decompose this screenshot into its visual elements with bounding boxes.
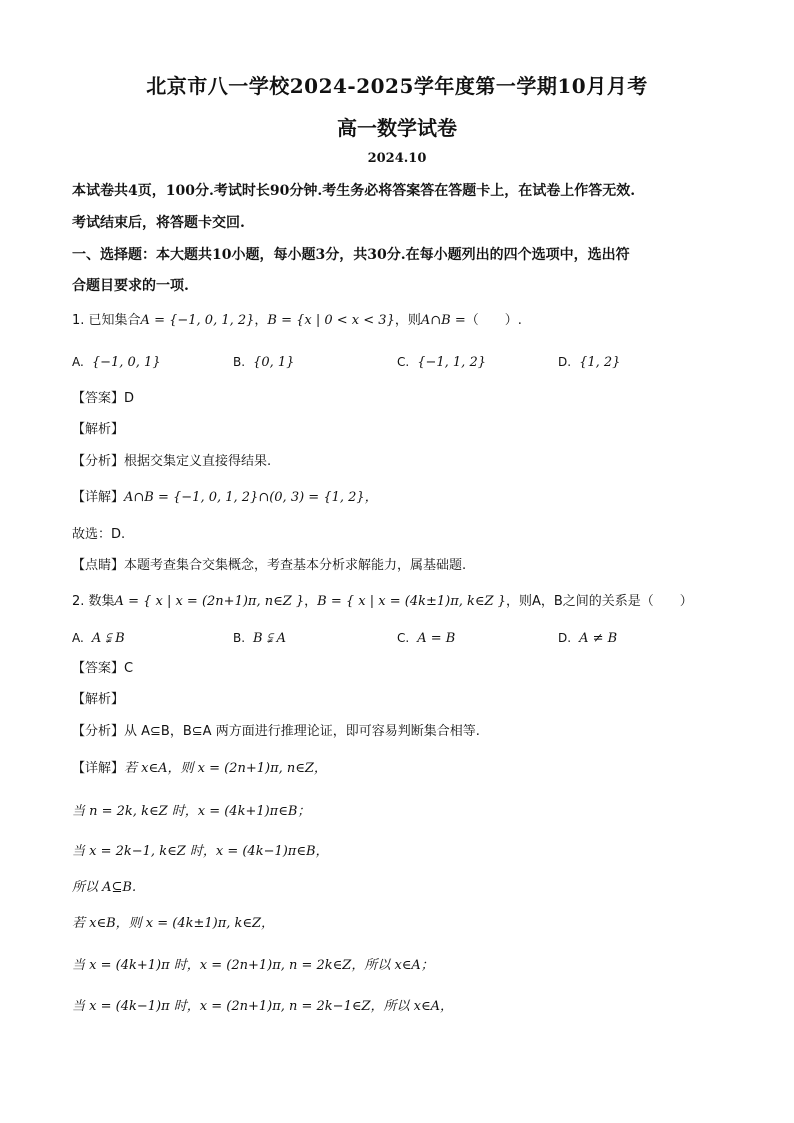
q2-sep: ， bbox=[304, 594, 318, 609]
q1-option-b bbox=[233, 352, 294, 373]
q2-detail-text-3: 当 x = 2k−1, k∈Z 时，x = (4k−1)π∈B， bbox=[72, 844, 329, 859]
exam-subtitle: 高一数学试卷 bbox=[337, 116, 457, 140]
q1-detail-tag: 【详解】 bbox=[72, 490, 125, 505]
q1-sep: ， bbox=[254, 313, 268, 328]
q2-option-b-text: B ⫋ A bbox=[253, 631, 286, 646]
q1-fenxi-tag: 【分析】 bbox=[72, 454, 125, 469]
q1-comment-tag: 【点睛】 bbox=[72, 558, 125, 573]
q2-set-b: B = { x | x = (4k±1)π, k∈Z } bbox=[317, 594, 506, 609]
q2-detail-text-7: 当 x = (4k−1)π 时，x = (2n+1)π, n = 2k−1∈Z，所以 x∈A， bbox=[72, 999, 453, 1014]
section-heading-1: 一、选择题：本大题共10小题，每小题3分，共30分.在每小题列出的四个选项中，选出符 bbox=[72, 247, 630, 263]
intro-line-2: 考试结束后，将答题卡交回. bbox=[72, 215, 245, 231]
q1-choose: 故选：D. bbox=[72, 527, 126, 542]
q2-option-d-label: D. bbox=[558, 631, 572, 645]
q2-detail-tag: 【详解】 bbox=[72, 761, 125, 776]
q2-detail-text-2: 当 n = 2k, k∈Z 时，x = (4k+1)π∈B； bbox=[72, 804, 311, 819]
q1-option-c bbox=[397, 352, 486, 373]
q2-option-c-label: C. bbox=[397, 631, 410, 645]
q1-detail bbox=[72, 488, 378, 508]
intro-line-1: 本试卷共4页，100分.考试时长90分钟.考生务必将答案答在答题卡上，在试卷上作答无效. bbox=[72, 183, 636, 199]
q2-option-c bbox=[397, 628, 455, 649]
q2-detail-text-6: 当 x = (4k+1)π 时，x = (2n+1)π, n = 2k∈Z，所以 x∈A； bbox=[72, 958, 434, 973]
q2-detail-line-3 bbox=[72, 842, 329, 862]
q2-detail-text-4: 所以 A⊆B. bbox=[72, 880, 137, 895]
q2-analysis-tag: 【解析】 bbox=[72, 692, 125, 707]
q2-detail-text-5: 若 x∈B，则 x = (4k±1)π, k∈Z， bbox=[72, 916, 275, 931]
exam-title: 北京市八一学校2024-2025学年度第一学期10月月考 bbox=[146, 74, 648, 98]
q2-detail-line-1 bbox=[72, 759, 327, 779]
q2-detail-line-7 bbox=[72, 997, 453, 1017]
q1-option-b-label: B. bbox=[233, 355, 246, 369]
q1-blank: （ ）. bbox=[465, 313, 522, 328]
q1-option-a-label: A. bbox=[72, 355, 84, 369]
q1-stem-mid: ，则 bbox=[394, 313, 421, 328]
q2-option-d-text: A ≠ B bbox=[579, 631, 618, 646]
q2-fenxi bbox=[72, 722, 480, 742]
q1-option-c-text: {−1, 1, 2} bbox=[417, 355, 486, 370]
q1-set-b: B = {x | 0 < x < 3} bbox=[267, 313, 395, 328]
q2-option-a-label: A. bbox=[72, 631, 84, 645]
q2-detail-text-1: 若 x∈A，则 x = (2n+1)π, n∈Z， bbox=[124, 761, 327, 776]
q2-answer-tag: 【答案】 bbox=[72, 661, 125, 676]
q2-detail-line-5 bbox=[72, 914, 274, 934]
q2-option-b bbox=[233, 628, 286, 649]
q1-comment bbox=[72, 556, 466, 576]
question-1-stem bbox=[72, 311, 522, 331]
q1-fenxi-text: 根据交集定义直接得结果. bbox=[124, 454, 272, 469]
q2-fenxi-tag: 【分析】 bbox=[72, 724, 125, 739]
q1-answer bbox=[72, 389, 134, 409]
q1-answer-value: D bbox=[124, 391, 135, 406]
q1-comment-text: 本题考查集合交集概念，考查基本分析求解能力，属基础题. bbox=[124, 558, 467, 573]
q2-stem-start: 2. 数集 bbox=[72, 594, 115, 609]
q1-option-a bbox=[72, 352, 161, 373]
q2-fenxi-text: 从 A⊆B，B⊆A 两方面进行推理论证，即可容易判断集合相等. bbox=[124, 724, 480, 739]
q2-option-a-text: A ⫋ B bbox=[91, 631, 125, 646]
q1-option-d-label: D. bbox=[558, 355, 572, 369]
q2-option-a bbox=[72, 628, 125, 649]
section-heading-2: 合题目要求的一项. bbox=[72, 278, 189, 294]
q1-detail-text: A∩B = {−1, 0, 1, 2}∩(0, 3) = {1, 2}， bbox=[124, 490, 378, 505]
q1-option-a-text: {−1, 0, 1} bbox=[91, 355, 161, 370]
q1-expr: A∩B = bbox=[420, 313, 466, 328]
q2-set-a: A = { x | x = (2n+1)π, n∈Z } bbox=[114, 594, 305, 609]
q1-option-d bbox=[558, 352, 620, 373]
q1-stem-start: 1. 已知集合 bbox=[72, 313, 141, 328]
q1-set-a: A = {−1, 0, 1, 2} bbox=[140, 313, 255, 328]
q1-option-c-label: C. bbox=[397, 355, 410, 369]
q2-detail-line-6 bbox=[72, 956, 434, 976]
question-2-stem bbox=[72, 592, 693, 612]
q2-detail-line-4 bbox=[72, 878, 136, 898]
q1-fenxi bbox=[72, 452, 271, 472]
q2-option-c-text: A = B bbox=[417, 631, 456, 646]
q2-answer bbox=[72, 659, 133, 679]
q2-answer-value: C bbox=[124, 661, 134, 676]
q1-option-d-text: {1, 2} bbox=[579, 355, 621, 370]
q2-detail-line-2 bbox=[72, 802, 310, 822]
q1-answer-tag: 【答案】 bbox=[72, 391, 125, 406]
q2-option-b-label: B. bbox=[233, 631, 246, 645]
exam-date: 2024.10 bbox=[367, 151, 427, 166]
q1-analysis-tag: 【解析】 bbox=[72, 422, 125, 437]
q2-option-d bbox=[558, 628, 617, 649]
q1-option-b-text: {0, 1} bbox=[253, 355, 295, 370]
q2-stem-end: ，则A，B之间的关系是（ ） bbox=[505, 594, 693, 609]
